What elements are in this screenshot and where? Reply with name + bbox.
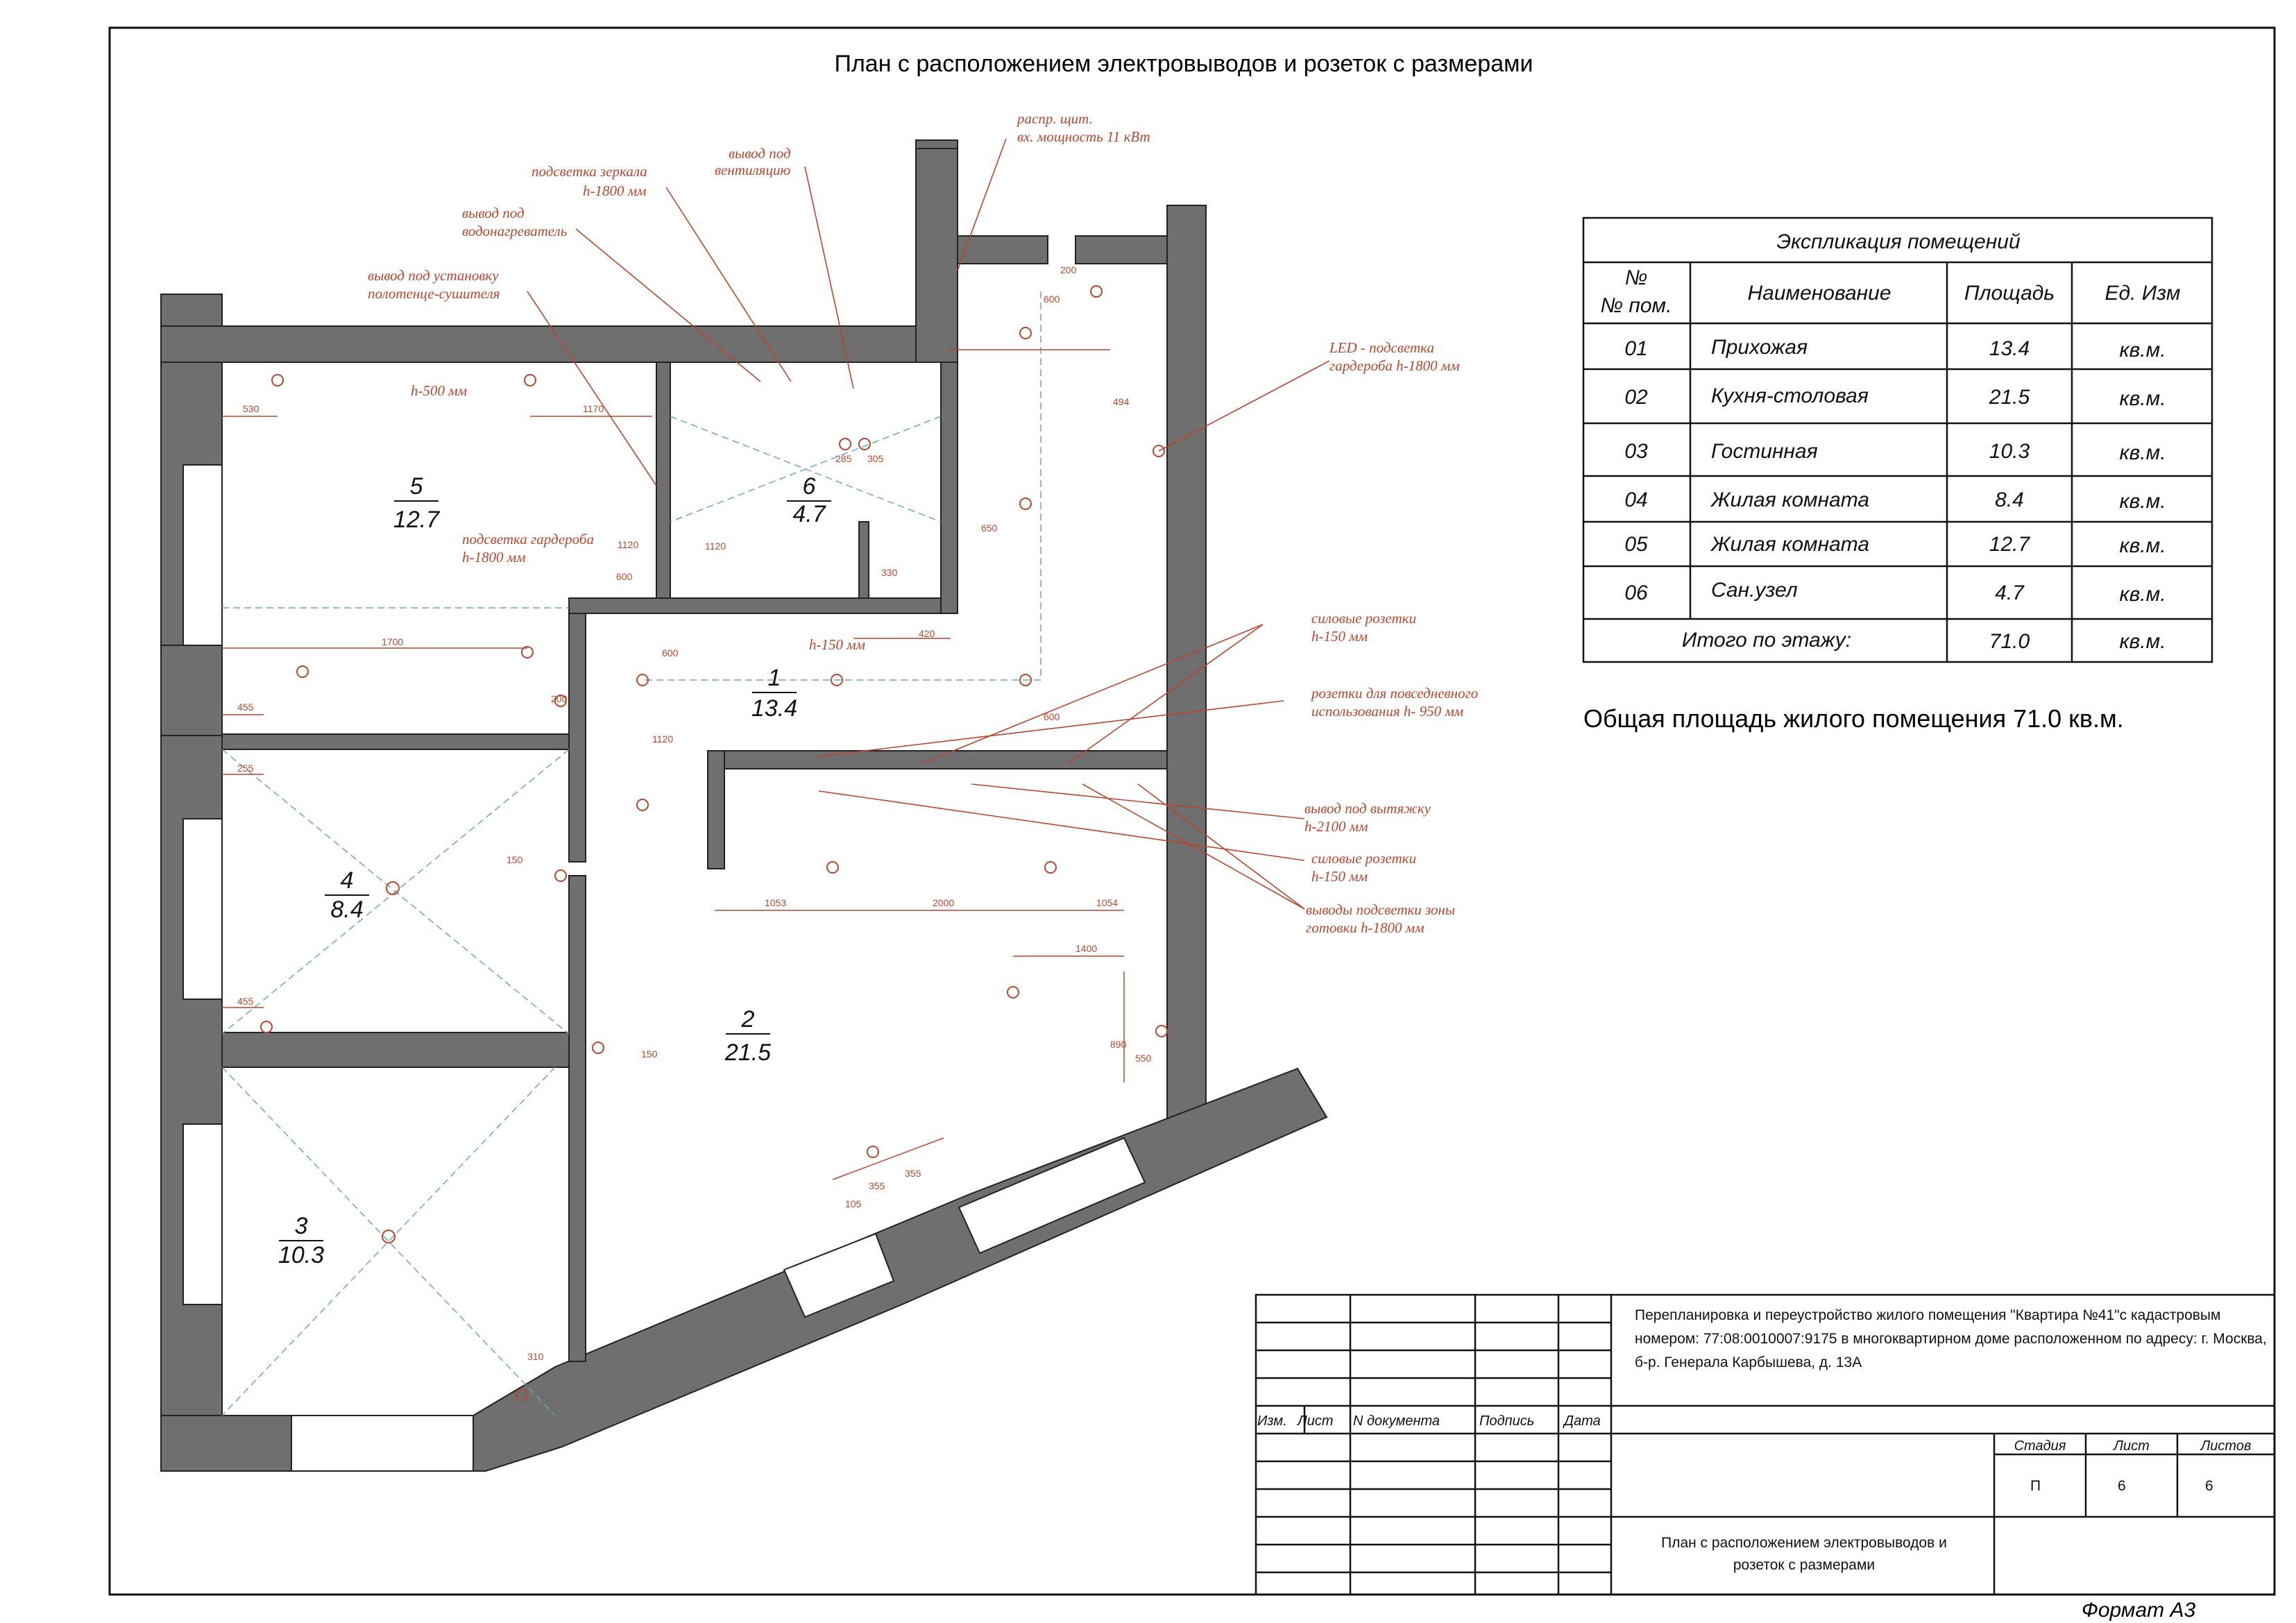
format-label: Формат А3	[2082, 1599, 2196, 1622]
dim-255: 255	[237, 763, 254, 774]
row-6-unit: кв.м.	[2119, 583, 2166, 606]
row-2-num: 02	[1624, 386, 1648, 409]
room-1-area: 13.4	[751, 695, 798, 722]
ann-power2-1: силовые розетки	[1311, 850, 1417, 867]
row-2-name: Кухня-столовая	[1711, 384, 1869, 407]
ann-power2-2: h-150 мм	[1311, 868, 1368, 885]
room-2-area: 21.5	[724, 1039, 772, 1066]
window-bottom	[291, 1416, 473, 1471]
stamp-sheets-label: Листов	[2200, 1438, 2252, 1454]
ann-cook-1: выводы подсветки зоны	[1306, 901, 1456, 918]
wall-right	[1167, 205, 1206, 1135]
ann-power-1: силовые розетки	[1311, 610, 1417, 627]
dim-600a: 600	[1044, 294, 1060, 305]
row-3-name: Гостинная	[1711, 440, 1818, 463]
ann-cook-2: готовки h-1800 мм	[1306, 919, 1425, 936]
row-5-num: 05	[1624, 533, 1648, 556]
room-1	[751, 665, 797, 722]
stamp-col-date: Дата	[1564, 1413, 1601, 1429]
room-3-area: 10.3	[278, 1242, 325, 1268]
ann-power-2: h-150 мм	[1311, 628, 1368, 645]
dim-355b: 355	[905, 1168, 921, 1179]
wall-kitchen-v	[708, 751, 724, 869]
dim-200a: 200	[1060, 264, 1077, 275]
ann-h150: h-150 мм	[809, 636, 866, 653]
sheet-title: План с расположением электровыводов и розеток с размерами	[834, 51, 1533, 77]
room-4	[325, 867, 369, 923]
dim-550: 550	[1135, 1053, 1152, 1064]
stamp-sheets-value: 6	[2205, 1478, 2213, 1494]
wall-interior-4	[222, 1033, 569, 1067]
dim-1700: 1700	[382, 636, 404, 647]
stamp-col-sign: Подпись	[1479, 1413, 1535, 1429]
wall-bath-left	[656, 362, 670, 612]
room-6	[787, 473, 831, 527]
ann-towel-1: вывод под установку	[368, 267, 499, 284]
wall-shaft-cap	[916, 140, 958, 148]
dim-1170: 1170	[583, 403, 604, 414]
total-unit: кв.м.	[2119, 630, 2166, 653]
stamp-sheet-label: Лист	[2114, 1438, 2150, 1454]
wall-interior-v2	[569, 876, 586, 1361]
summary-text: Общая площадь жилого помещения 71.0 кв.м.	[1583, 704, 2124, 733]
explication-caption: Экспликация помещений	[1776, 230, 2021, 253]
row-3-num: 03	[1624, 440, 1648, 463]
room-6-number: 6	[802, 473, 816, 500]
wall-interior-v1	[569, 605, 586, 862]
stamp-drawing-name-2: розеток с размерами	[1733, 1557, 1876, 1573]
wall-bath-right	[941, 362, 958, 613]
dim-420: 420	[919, 628, 935, 639]
ann-daily-1: розетки для повседневного	[1311, 685, 1479, 702]
room-4-number: 4	[340, 867, 354, 894]
explication-header-unit: Ед. Изм	[2104, 282, 2181, 305]
room-2-number: 2	[741, 1006, 755, 1033]
wall-shaft	[916, 140, 958, 362]
ann-towel-2: полотенце-сушителя	[368, 285, 500, 302]
stamp-drawing-name-1: План с расположением электровыводов и	[1661, 1535, 1947, 1551]
row-3-unit: кв.м.	[2119, 441, 2166, 464]
dim-1053: 1053	[765, 897, 787, 908]
ann-hood-1: вывод под вытяжку	[1304, 800, 1431, 817]
explication-header-num: № пом.	[1600, 294, 1672, 317]
row-2-area: 21.5	[1989, 386, 2030, 409]
explication-header-area: Площадь	[1964, 282, 2055, 305]
floor-plan	[161, 140, 1327, 1471]
ann-heater-2: водонагреватель	[462, 223, 568, 239]
window-2	[183, 819, 222, 999]
stamp-col-izm: Изм.	[1257, 1413, 1287, 1429]
pier-1	[161, 645, 222, 736]
dim-600b: 600	[616, 571, 633, 582]
ann-daily-2: использования h- 950 мм	[1311, 703, 1464, 720]
dim-150b: 150	[641, 1048, 658, 1060]
stamp-col-list: Лист	[1298, 1413, 1334, 1429]
row-4-unit: кв.м.	[2119, 490, 2166, 513]
title-block-text	[1257, 1307, 2267, 1573]
total-label: Итого по этажу:	[1681, 629, 1852, 652]
row-4-num: 04	[1624, 488, 1648, 511]
dim-305: 305	[867, 453, 884, 464]
row-6-name: Сан.узел	[1711, 579, 1798, 602]
stamp-project-3: б-р. Генерала Карбышева, д. 13А	[1635, 1354, 1862, 1370]
stamp-stage-value: П	[2030, 1478, 2041, 1494]
windows-left	[183, 465, 473, 1471]
room-1-number: 1	[767, 665, 781, 691]
dim-494: 494	[1113, 396, 1130, 407]
dim-310: 310	[527, 1351, 544, 1362]
dim-285: 285	[835, 453, 852, 464]
dim-455b: 455	[237, 996, 254, 1007]
ann-led-2: гардероба h-1800 мм	[1329, 357, 1460, 374]
room-labels	[278, 473, 831, 1268]
ann-hood-2: h-2100 мм	[1304, 818, 1368, 835]
dim-150a: 150	[507, 854, 523, 865]
row-6-area: 4.7	[1995, 581, 2024, 604]
stamp-project-2: номером: 77:08:0010007:9175 в многоквартирном доме расположенном по адресу: г. Москва,	[1635, 1331, 2267, 1347]
room-5	[393, 473, 440, 533]
row-4-name: Жилая комната	[1711, 488, 1870, 511]
stamp-sheet-value: 6	[2118, 1478, 2126, 1494]
dim-530: 530	[243, 403, 260, 414]
dim-200b: 200	[551, 693, 568, 704]
total-area: 71.0	[1989, 630, 2030, 653]
wall-bath-bottom	[569, 598, 958, 613]
ann-h500: h-500 мм	[411, 382, 468, 399]
stamp-col-doc: N документа	[1353, 1413, 1440, 1429]
row-4-area: 8.4	[1995, 488, 2024, 511]
row-2-unit: кв.м.	[2119, 387, 2166, 410]
stamp-project-1: Перепланировка и переустройство жилого помещения "Квартира №41"с кадастровым	[1635, 1307, 2221, 1323]
ann-led-1: LED - подсветка	[1329, 339, 1434, 356]
row-1-name: Прихожая	[1711, 336, 1808, 359]
room-6-area: 4.7	[792, 501, 826, 527]
dim-890: 890	[1110, 1039, 1127, 1050]
ann-vent-2: вентиляцию	[715, 162, 791, 178]
room-4-area: 8.4	[330, 897, 364, 923]
dim-1120c: 1120	[652, 733, 674, 745]
dim-2000: 2000	[933, 897, 955, 908]
dim-330: 330	[881, 567, 898, 578]
ann-heater-1: вывод под	[462, 205, 525, 221]
dim-355a: 355	[869, 1180, 885, 1191]
dim-650: 650	[981, 522, 998, 534]
ann-wardrobe-2: h-1800 мм	[462, 549, 526, 566]
wall-top-right	[958, 236, 1048, 264]
room-3	[278, 1213, 324, 1268]
ann-mirror-1: подсветка зеркала	[532, 163, 647, 180]
dim-600c: 600	[662, 647, 679, 658]
wall-kitchen	[708, 751, 1167, 769]
wall-top-right-2	[1075, 236, 1167, 264]
row-6-num: 06	[1624, 581, 1648, 604]
ann-panel-1: распр. щит.	[1017, 110, 1093, 127]
row-1-unit: кв.м.	[2119, 339, 2166, 362]
ann-panel-2: вх. мощность 11 кВт	[1017, 128, 1150, 145]
room-5-area: 12.7	[393, 507, 440, 533]
row-5-unit: кв.м.	[2119, 534, 2166, 557]
window-3	[183, 1124, 222, 1305]
row-1-area: 13.4	[1989, 337, 2030, 360]
dim-1054: 1054	[1096, 897, 1119, 908]
room-3-number: 3	[294, 1213, 308, 1239]
dim-1120a: 1120	[618, 539, 639, 550]
wall-interior-5	[222, 734, 569, 749]
dim-455a: 455	[237, 702, 254, 713]
wall-bath-inner	[859, 522, 869, 598]
window-1	[183, 465, 222, 645]
dim-600e: 600	[1044, 711, 1060, 722]
ann-vent-1: вывод под	[729, 145, 791, 162]
dim-105: 105	[845, 1198, 862, 1209]
explication-header-name: Наименование	[1747, 282, 1891, 305]
dim-1400: 1400	[1075, 943, 1098, 954]
dim-1120b: 1120	[705, 541, 726, 552]
stamp-stage-label: Стадия	[2014, 1438, 2066, 1454]
explication-header-num-1: №	[1624, 266, 1648, 289]
room-5-number: 5	[409, 473, 423, 500]
ann-wardrobe-1: подсветка гардероба	[462, 531, 594, 547]
row-3-area: 10.3	[1989, 440, 2030, 463]
row-5-area: 12.7	[1989, 533, 2030, 556]
wall-diagonal	[473, 1069, 1327, 1471]
row-1-num: 01	[1624, 337, 1648, 360]
ann-mirror-2: h-1800 мм	[583, 182, 647, 199]
room-2	[724, 1006, 771, 1066]
row-5-name: Жилая комната	[1711, 533, 1870, 556]
explication-rows	[1624, 336, 2166, 653]
